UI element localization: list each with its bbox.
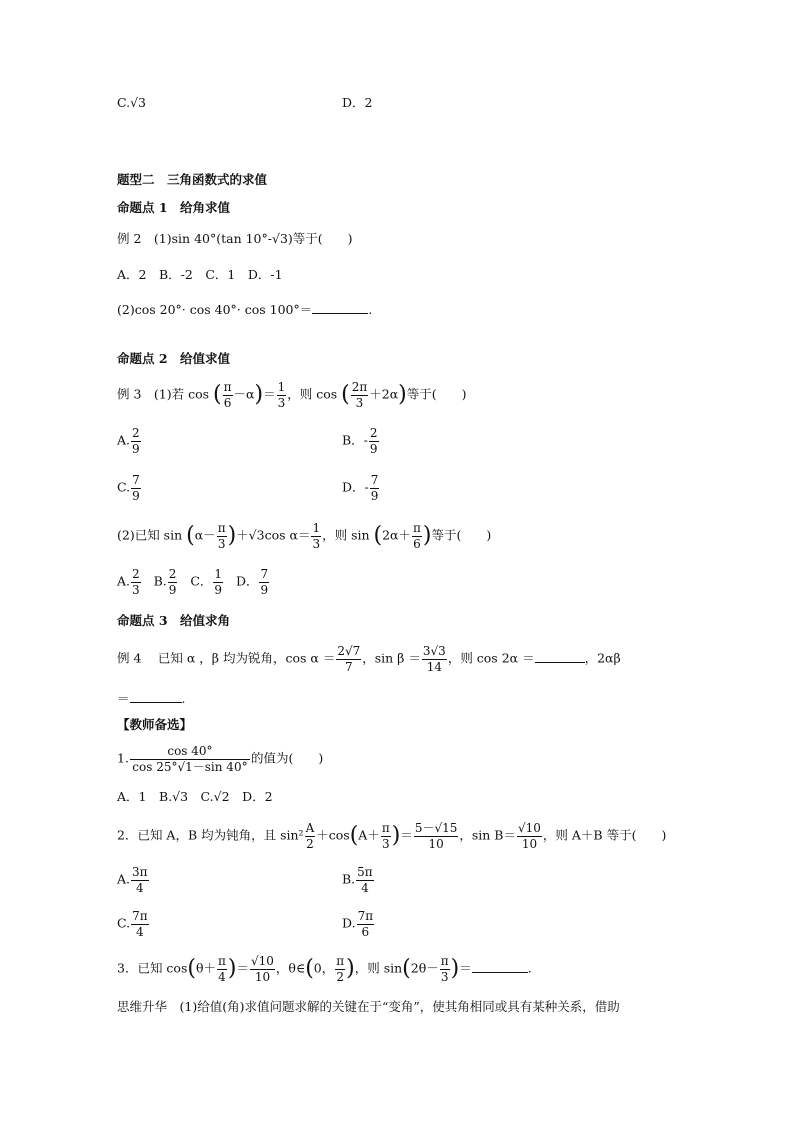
example-4-line-2: ＝ . [117,691,186,706]
example-3-part-1: 例 3 (1)若 cos ( $\frac{\pi}{6}$ －α)＝ $\frac{1}{3}$ ，则 cos ( $\frac{2\pi}{3}$ ＋2α)等于( ) [117,380,467,410]
example-4: 例 4 已知 α ，β 均为锐角，cos α ＝ $\frac{2√7}{7}$ ，sin β ＝ $\frac{3√3}{14}$ ，则 cos 2α ＝ ，2αβ [117,644,621,674]
fraction: $\frac{1}{3}$ [277,380,286,410]
teacher-selection-title: 【教师备选】 [117,717,193,732]
summary-line: 思维升华 (1)给值(角)求值问题求解的关键在于“变角”，使其角相同或具有某种关系，借助 [117,999,620,1014]
ex3-option-b: B．- $\frac{2}{9}$ [342,426,378,456]
example-3-part-2-options: A. $\frac{2}{3}$ B. $\frac{2}{9}$ C． $\frac{1}{9}$ D． $\frac{7}{9}$ [117,567,269,597]
teacher-q2: 2．已知 A，B 均为钝角，且 sin² $\frac{A}{2}$ ＋cos(A＋ $\frac{\pi}{3}$ )＝ $\frac{5-√15}{10}$ ，sin B＝ $\frac{√10}{10}$ ，则 A＋B 等于( ) [117,821,667,851]
ex3-option-a: A. $\frac{2}{9}$ [117,426,140,456]
ex3-option-c: C. $\frac{7}{9}$ [117,473,140,503]
section-heading: 题型二 三角函数式的求值 [117,172,268,187]
example-3-part-2: (2)已知 sin (α－ $\frac{\pi}{3}$ )＋√3cos α＝ $\frac{1}{3}$ ，则 sin (2α＋ $\frac{\pi}{6}$ )等于( ) [117,521,492,551]
subtopic-1-title: 命题点 1 给角求值 [117,200,231,215]
option-c: C.√3 [117,95,147,110]
example-2-part-2: (2)cos 20°· cos 40°· cos 100°＝ . [117,302,373,317]
teacher-q1-options: A．1 B.√3 C.√2 D．2 [117,789,273,804]
fraction: $\frac{\pi}{6}$ [223,380,232,410]
teacher-q3: 3．已知 cos(θ＋ $\frac{\pi}{4}$ )＝ $\frac{√10}{10}$ ，θ∈(0， $\frac{\pi}{2}$ )，则 sin(2θ－ $\frac{\pi}{3}$ )＝ . [117,954,532,984]
subtopic-2-title: 命题点 2 给值求值 [117,351,231,366]
ex3-option-d: D．- $\frac{7}{9}$ [342,473,379,503]
teacher-q2-option-c: C. $\frac{7\pi}{4}$ [117,909,148,939]
option-d: D．2 [342,95,373,110]
teacher-q1: 1. $\frac{\cos 40^\circ}{\cos 25^\circ√1-\sin 40^\circ}$ 的值为( ) [117,744,324,774]
example-2-options: A．2 B．-2 C．1 D．-1 [117,267,283,282]
subtopic-3-title: 命题点 3 给值求角 [117,613,231,628]
teacher-q2-option-a: A. $\frac{3\pi}{4}$ [117,865,148,895]
answer-blank [312,313,368,314]
teacher-q2-option-d: D. $\frac{7\pi}{6}$ [342,909,374,939]
example-2-part-1: 例 2 (1)sin 40°(tan 10°-√3)等于( ) [117,231,353,246]
fraction: $\frac{2\pi}{3}$ [351,380,368,410]
teacher-q2-option-b: B. $\frac{5\pi}{4}$ [342,865,373,895]
